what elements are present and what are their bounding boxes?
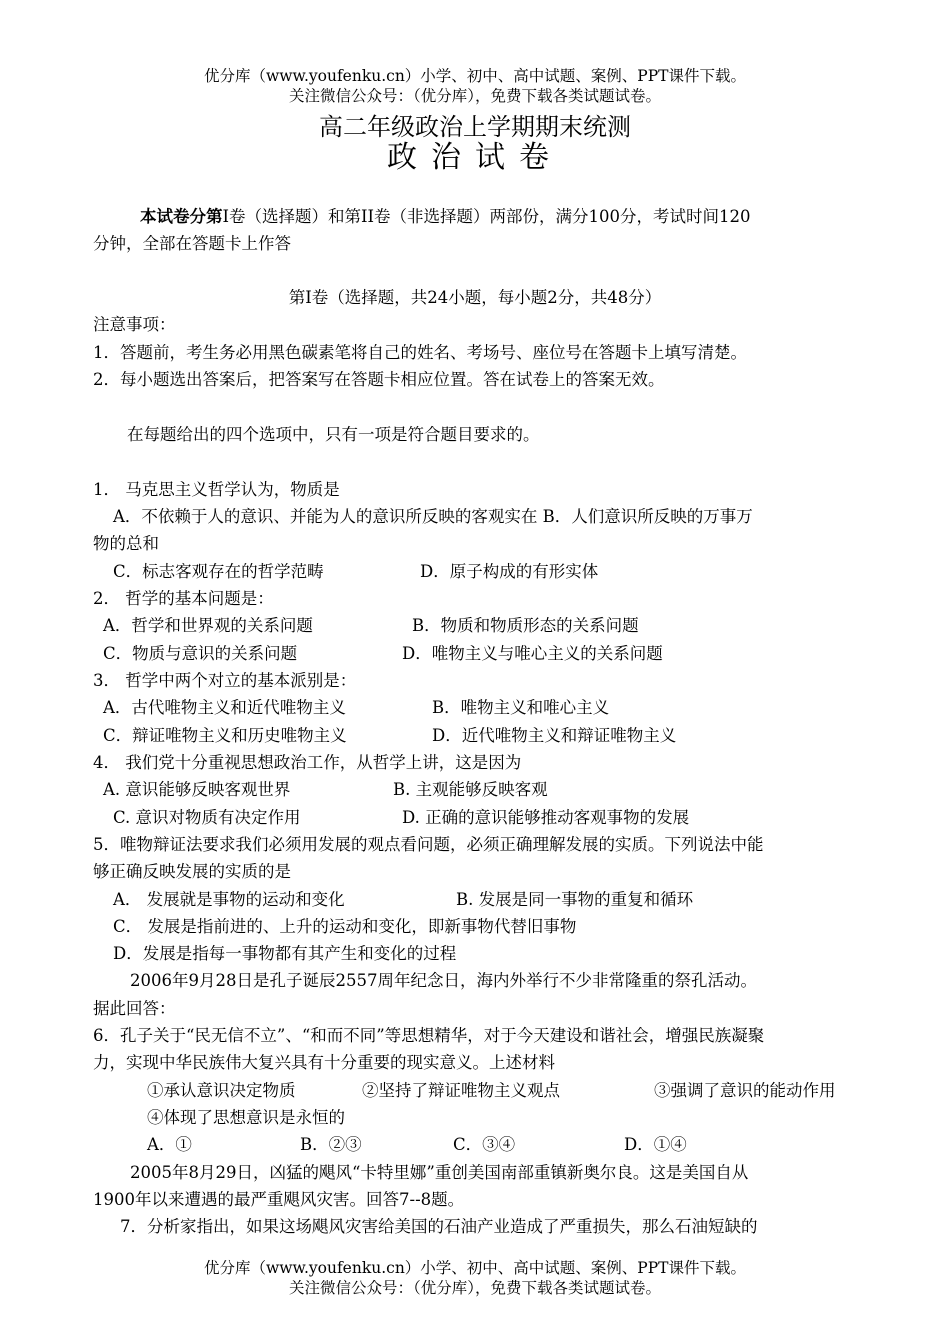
q6-statement-3: ③强调了意识的能动作用 (654, 1081, 836, 1100)
q6-statement-2: ②坚持了辩证唯物主义观点 (362, 1081, 560, 1100)
header-line-2: 关注微信公众号：（优分库），免费下载各类试题试卷。 (288, 87, 661, 105)
intro-line-2: 分钟，全部在答题卡上作答 (93, 234, 291, 253)
intro-line-1 (140, 206, 751, 228)
q5-option-c: C． 发展是指前进的、上升的运动和变化，即新事物代替旧事物 (113, 917, 577, 936)
q1-option-b-cont: 物的总和 (93, 534, 159, 553)
q2-option-d: D．唯物主义与唯心主义的关系问题 (402, 644, 663, 663)
question-7-line-1: 7．分析家指出，如果这场飓风灾害给美国的石油产业造成了严重损失，那么石油短缺的 (120, 1217, 758, 1236)
footer-line-2: 关注微信公众号：（优分库），免费下载各类试题试卷。 (288, 1279, 661, 1297)
question-4: 4． 我们党十分重视思想政治工作，从哲学上讲，这是因为 (93, 753, 522, 772)
q4-option-b: B. 主观能够反映客观 (393, 780, 548, 799)
intro-bold: 本试卷分第 (140, 207, 223, 226)
q3-option-c: C．辩证唯物主义和历史唯物主义 (103, 726, 347, 745)
q5-option-d: D．发展是指每一事物都有其产生和变化的过程 (113, 944, 457, 963)
material-1-line-1: 2006年9月28日是孔子诞辰2557周年纪念日，海内外举行不少非常隆重的祭孔活动。 (130, 971, 757, 990)
question-6-line-2: 力，实现中华民族伟大复兴具有十分重要的现实意义。上述材料 (93, 1053, 555, 1072)
header-line-1: 优分库（www.youfenku.cn）小学、初中、高中试题、案例、PPT课件下载。 (203, 67, 747, 85)
question-5-line-1: 5．唯物辩证法要求我们必须用发展的观点看问题，必须正确理解发展的实质。下列说法中能 (93, 835, 764, 854)
material-2-line-1: 2005年8月29日，凶猛的飓风“卡特里娜”重创美国南部重镇新奥尔良。这是美国自从 (130, 1163, 749, 1182)
question-2: 2． 哲学的基本问题是： (93, 589, 274, 608)
q2-option-b: B．物质和物质形态的关系问题 (412, 616, 639, 635)
question-1: 1． 马克思主义哲学认为，物质是 (93, 480, 340, 499)
question-6-line-1: 6．孔子关于“民无信不立”、“和而不同”等思想精华，对于今天建设和谐社会，增强民族凝聚 (93, 1026, 765, 1045)
intro-rest: I卷（选择题）和第II卷（非选择题）两部份，满分100分，考试时间120 (222, 207, 751, 226)
q5-option-b: B. 发展是同一事物的重复和循环 (456, 890, 694, 909)
q1-option-d: D．原子构成的有形实体 (420, 562, 599, 581)
q5-option-a: A． 发展就是事物的运动和变化 (113, 890, 345, 909)
notes-title: 注意事项： (93, 315, 176, 334)
q2-option-c: C．物质与意识的关系问题 (103, 644, 298, 663)
q2-option-a: A．哲学和世界观的关系问题 (103, 616, 313, 635)
q6-option-c: C．③④ (453, 1135, 516, 1154)
exam-title: 高二年级政治上学期期末统测 (319, 113, 631, 141)
q6-option-b: B．②③ (300, 1135, 362, 1154)
q1-options-ab: A．不依赖于人的意识、并能为人的意识所反映的客观实在 B．人们意识所反映的万事万 (113, 507, 753, 526)
question-3: 3． 哲学中两个对立的基本派别是： (93, 671, 357, 690)
material-2-line-2: 1900年以来遭遇的最严重飓风灾害。回答7--8题。 (93, 1190, 465, 1209)
material-1-line-2: 据此回答： (93, 999, 176, 1018)
q3-option-b: B．唯物主义和唯心主义 (432, 698, 610, 717)
q3-option-d: D．近代唯物主义和辩证唯物主义 (432, 726, 677, 745)
question-5-line-2: 够正确反映发展的实质的是 (93, 862, 291, 881)
q6-option-a: A．① (147, 1135, 192, 1154)
q6-option-d: D．①④ (624, 1135, 687, 1154)
q4-option-c: C. 意识对物质有决定作用 (113, 808, 301, 827)
note-1: 1．答题前，考生务必用黑色碳素笔将自己的姓名、考场号、座位号在答题卡上填写清楚。 (93, 343, 747, 362)
q3-option-a: A．古代唯物主义和近代唯物主义 (103, 698, 346, 717)
q1-option-c: C．标志客观存在的哲学范畴 (113, 562, 324, 581)
section-heading: 第I卷（选择题，共24小题，每小题2分，共48分） (288, 288, 662, 307)
note-2: 2．每小题选出答案后，把答案写在答题卡相应位置。答在试卷上的答案无效。 (93, 370, 665, 389)
q6-statement-1: ①承认意识决定物质 (147, 1081, 296, 1100)
instruction: 在每题给出的四个选项中，只有一项是符合题目要求的。 (127, 425, 540, 444)
q4-option-a: A. 意识能够反映客观世界 (103, 780, 291, 799)
exam-subtitle: 政治试卷 (387, 140, 563, 175)
footer-line-1: 优分库（www.youfenku.cn）小学、初中、高中试题、案例、PPT课件下载。 (203, 1259, 747, 1277)
q4-option-d: D. 正确的意识能够推动客观事物的发展 (402, 808, 690, 827)
q6-statement-4: ④体现了思想意识是永恒的 (147, 1108, 345, 1127)
